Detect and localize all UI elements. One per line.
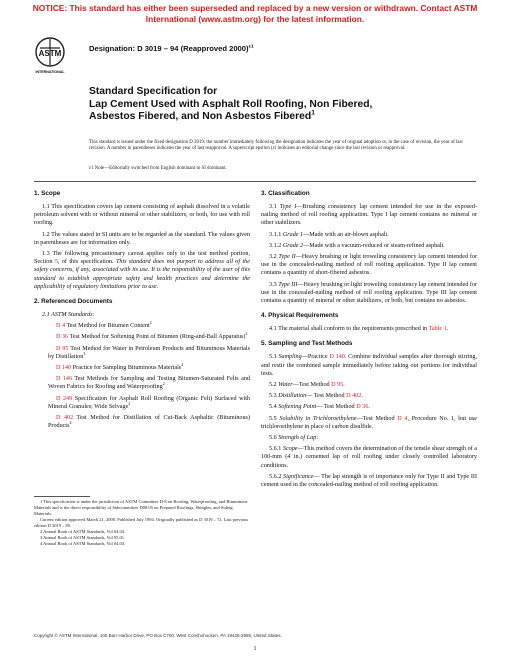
designation-sup: ε1	[248, 44, 254, 50]
reference-footnote-mark: 4	[69, 420, 72, 426]
para-1-3	[34, 250, 250, 291]
para-1-3-text2: , of this specification.	[57, 259, 114, 266]
footnotes	[34, 499, 250, 547]
reference-title: Test Method for Distillation of Cut-Back Asphaltic (Bituminous) Products	[48, 415, 250, 430]
para-5-6-1: 5.6.1 Scope—This method covers the determination of the tensile shear strength of a 100-mm (4 in.) cemented lap of roll roofing under closely controlled laboratory conditions.	[261, 446, 477, 469]
logo-text: ASTM	[38, 49, 62, 58]
notice-line-2: International (www.astm.org) for the latest information.	[145, 13, 365, 24]
reference-code-link[interactable]: D 249	[56, 395, 73, 402]
title-line-1: Standard Specification for	[89, 86, 218, 97]
section-references-heading: 2. Referenced Documents	[34, 298, 113, 306]
para-2-1	[34, 311, 250, 319]
astm-standards-label: 2.1 ASTM Standards:	[42, 312, 95, 319]
footnote-1b: Current edition approved March 21, 2000. Published July 1994. Originally published as D 3019 – 72. Last previous edition D 3019 – 85.	[34, 517, 249, 528]
link-d4[interactable]: D 4	[397, 415, 408, 422]
para-5-2: 5.2 Water—Test Method D 95.	[269, 382, 345, 389]
para-3-1-2: 3.1.2 Grade 2—Made with a vacuum-reduced or steam-refined asphalt.	[269, 242, 445, 249]
page-number: 1	[253, 646, 257, 652]
para-5-5: 5.5 Solubility in Trichloroethylene—Test Method D 4, Procedure No. 1, but use trichloroethylene in place of carbon disulfide.	[261, 415, 477, 430]
reference-code-link[interactable]: D 140	[56, 365, 72, 372]
footnote-1: 1 This specification is under the jurisdiction of ASTM Committee D-8 on Roofing, Waterproofing, and Bituminous Materials and is the direct responsibility of Subcommittee D08.05 on Prepared Roofings, Shingles, and Siding Materials.	[34, 499, 248, 516]
footnote-3: 3 Annual Book of ASTM Standards, Vol 05.01.	[40, 535, 126, 540]
reference-code-link[interactable]: D 36	[56, 334, 69, 341]
para-3-2: 3.2 Type II—Heavy brushing or light troweling consistency lap cement intended for use in the concealed-nailing method of roll roofing application. Type II lap cement contains a quantity of short-fibered asbestos.	[261, 254, 477, 277]
reference-item	[34, 375, 250, 391]
designation-text: Designation: D 3019 – 94 (Reapproved 2000)	[89, 44, 249, 53]
link-section-5[interactable]: 5	[54, 259, 58, 266]
para-1-3-text: 1.3 The following precautionary caveat applies only to the test method portion, Section	[34, 251, 250, 266]
para-1-1: 1.1 This specification covers lap cement consisting of asphalt dissolved in a volatile petroleum solvent with or without mineral or other stabilizers, or both, for use with roll roofing.	[34, 204, 250, 227]
reference-footnote-mark: 2	[149, 320, 152, 326]
reference-footnote-mark: 2	[245, 331, 248, 337]
section-physical-heading: 4. Physical Requirements	[261, 312, 339, 320]
document-title	[89, 86, 489, 124]
para-3-1: 3.1 Type I—Brushing consistency lap cement intended for use in the exposed-nailing method of roll roofing application. Type I lap cement contains no mineral or other stabilizers.	[261, 204, 477, 227]
reference-code-link[interactable]: D 4	[56, 323, 66, 330]
link-d95[interactable]: D 95	[331, 382, 344, 389]
para-5-1: 5.1 Sampling—Practice D 140. Combine individual samples after thorough stirring, and restir the combined sample immediately before taking out portions for individual tests.	[261, 354, 477, 377]
reference-code-link[interactable]: D 402	[56, 415, 74, 422]
para-4-1: 4.1 The material shall conform to the requirements prescribed in Table 1.	[269, 326, 449, 333]
logo-subtext: INTERNATIONAL	[35, 70, 65, 74]
reference-title: Test Method for Softening Point of Bitumen (Ring-and-Ball Apparatus)	[69, 334, 246, 341]
para-5-6-2: 5.6.2 Significance— The lap strength is of importance only for Type II and Type III cement used in the concealed-nailing method of roll roofing application.	[261, 473, 477, 489]
reference-item	[34, 395, 250, 411]
astm-logo	[34, 36, 66, 76]
para-5-3: 5.3 Distillation— Test Method D 402.	[269, 393, 363, 400]
footnote-rule	[34, 496, 90, 497]
notice-banner	[0, 3, 510, 24]
section-classification-heading: 3. Classification	[261, 190, 310, 197]
link-table-1[interactable]: Table 1	[428, 326, 447, 333]
safety-caveat: This standard does not purport to address all of the safety concerns, if any, associated with its use. It is the responsibility of the user of this standard to establish appropriate safety and health practices and determine the applicability of regulatory limitations prior to use.	[34, 259, 250, 290]
reference-item	[34, 322, 250, 330]
reference-code-link[interactable]: D 95	[56, 345, 69, 352]
reference-title: Test Methods for Sampling and Testing Bitumen-Saturated Felts and Woven Fabrics for Roofing and Waterproofing	[48, 376, 250, 391]
reference-footnote-mark: 4	[181, 362, 184, 367]
reference-title: Test Method for Bitumen Content	[66, 323, 150, 330]
issued-note: This standard is issued under the fixed designation D 3019; the number immediately following the designation indicates the year of original adoption or, in the case of revision, the year of last revision. A number in parentheses indicates the year of last reapproval. A superscript epsilon (ε) indicates an editorial change since the last revision or reapproval.	[89, 140, 463, 152]
reference-item	[34, 414, 250, 430]
epsilon-note: ε1 Note—Editorially switched from English dominant to SI dominant.	[89, 166, 227, 171]
para-1-2: 1.2 The values stated in SI units are to be regarded as the standard. The values given in parentheses are for information only.	[34, 231, 250, 246]
title-line-2: Lap Cement Used with Asphalt Roll Roofing, Non Fibered,	[89, 98, 373, 110]
notice-line-1: NOTICE: This standard has either been superseded and replaced by a new version or withdrawn. Contact ASTM	[32, 3, 478, 13]
para-3-1-1: 3.1.1 Grade 1—Made with an air-blown asphalt.	[269, 231, 389, 238]
section-scope-heading: 1. Scope	[34, 190, 61, 197]
reference-list	[34, 322, 250, 430]
reference-footnote-mark: 3	[83, 350, 86, 356]
designation	[89, 44, 254, 53]
para-3-3: 3.3 Type III—Heavy brushing or light troweling consistency lap cement intended for use in the concealed-nailing method of roll roofing application. Type III lap cement contains a quantity of mineral or other stabilizers, or both, but contains no asbestos.	[261, 281, 477, 305]
reference-title: Test Method for Water in Petroleum Products and Bituminous Materials by Distillation	[48, 345, 250, 360]
header-rule	[34, 181, 476, 182]
reference-footnote-mark: 2	[128, 400, 131, 406]
link-d36[interactable]: D 36	[356, 404, 369, 411]
left-column	[34, 190, 250, 433]
reference-title: Specification for Asphalt Roll Roofing (Organic Felt) Surfaced with Mineral Granules; Wide Selvage	[48, 395, 250, 410]
right-column	[261, 190, 477, 492]
reference-item	[34, 345, 250, 361]
link-d402[interactable]: D 402	[346, 393, 362, 400]
reference-footnote-mark: 2	[162, 381, 165, 387]
title-line-3: Asbestos Fibered, and Non Asbestos Fibered	[89, 111, 312, 123]
title-sup: 1	[311, 109, 315, 117]
reference-item	[34, 364, 250, 372]
reference-item	[34, 333, 250, 341]
para-5-6: 5.6 Strength of Lap:	[269, 435, 318, 442]
reference-code-link[interactable]: D 146	[56, 376, 73, 383]
footnote-2: 2 Annual Book of ASTM Standards, Vol 04.04.	[40, 529, 126, 534]
link-d140[interactable]: D 140	[329, 354, 345, 361]
reference-title: Practice for Sampling Bituminous Materials	[72, 365, 182, 372]
copyright: Copyright © ASTM International, 100 Barr Harbor Drive, PO Box C700, West Conshohocken, PA 19428-2959, United States.	[34, 633, 282, 638]
para-5-4: 5.4 Softening Point— Test Method D 36.	[269, 404, 370, 411]
footnote-4: 4 Annual Book of ASTM Standards, Vol 04.03.	[40, 541, 126, 546]
section-sampling-heading: 5. Sampling and Test Methods	[261, 340, 353, 348]
